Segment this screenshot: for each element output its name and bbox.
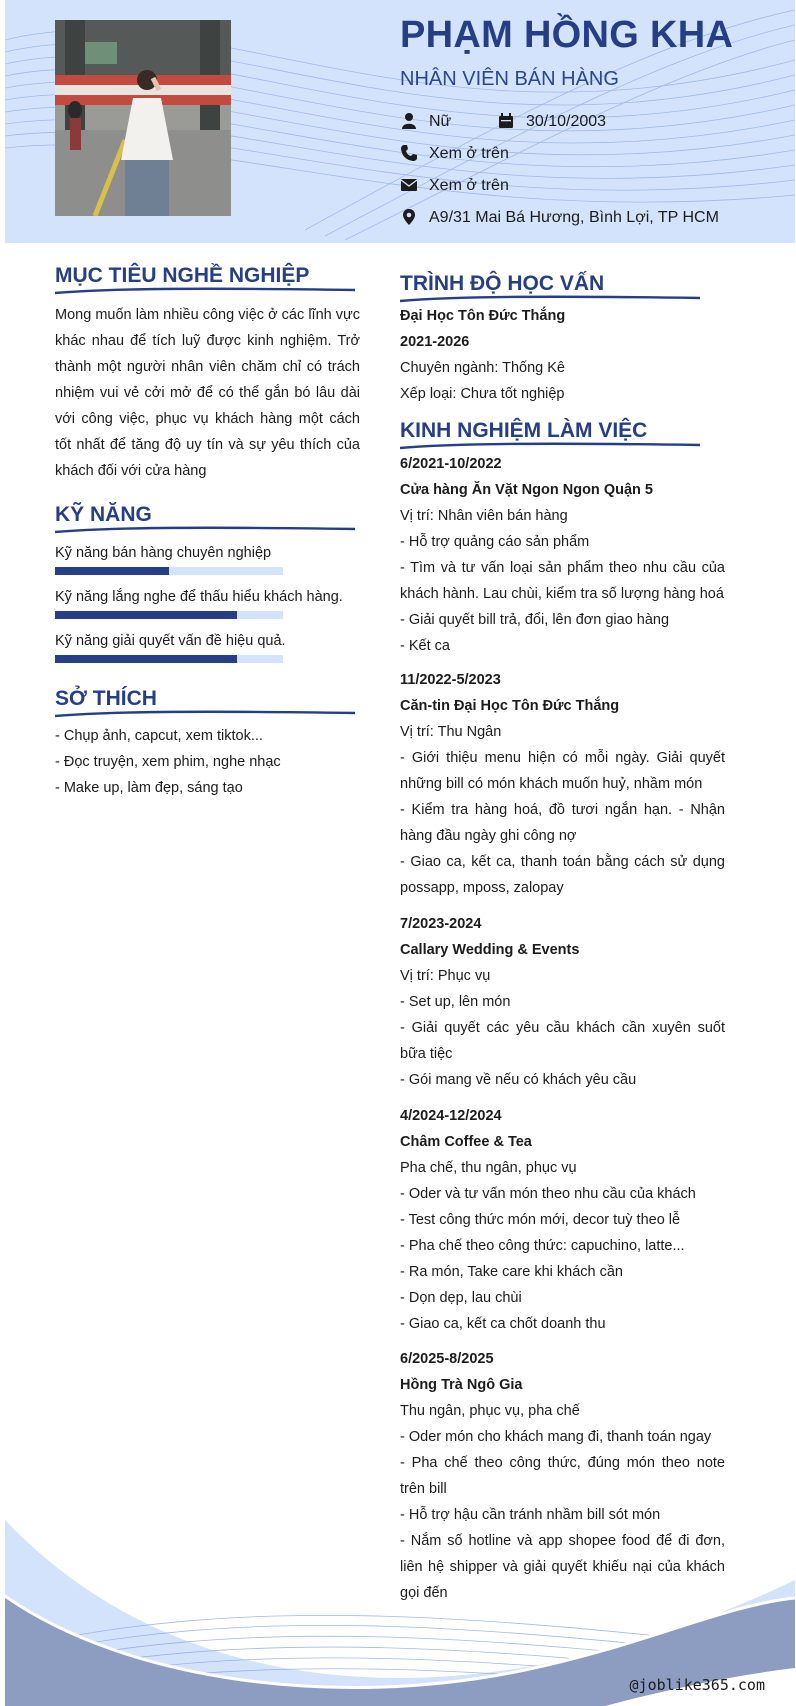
skill-label: Kỹ năng lắng nghe để thấu hiểu khách hàng.	[55, 589, 343, 605]
job-line: - Oder và tư vấn món theo nhu cầu của khách	[400, 1186, 696, 1202]
header-banner	[5, 0, 795, 243]
job-line: - Giao ca, kết ca chốt doanh thu	[400, 1316, 606, 1332]
job-company: Căn-tin Đại Học Tôn Đức Thắng	[400, 698, 620, 714]
skill-bar	[55, 567, 283, 575]
job-company: Châm Coffee & Tea	[400, 1134, 532, 1150]
job-line: - Kiểm tra hàng hoá, đồ tươi ngắn hạn. - Nhận hàng đầu ngày ghi công nợ	[400, 802, 725, 844]
candidate-name: PHẠM HỒNG KHA	[400, 14, 734, 56]
skill-bar	[55, 611, 283, 619]
school-name: Đại Học Tôn Đức Thắng	[400, 308, 566, 324]
job-title: NHÂN VIÊN BÁN HÀNG	[400, 68, 619, 90]
gender-value: Nữ	[429, 113, 452, 130]
skill-bar	[55, 655, 283, 663]
birthday-value: 30/10/2003	[526, 113, 607, 130]
objective-underline	[55, 287, 355, 295]
calendar-icon	[497, 112, 515, 130]
school-years: 2021-2026	[400, 334, 470, 350]
experience-job	[400, 451, 725, 659]
job-line: Vị trí: Phục vụ	[400, 968, 491, 984]
experience-job	[400, 667, 725, 901]
email-value: Xem ở trên	[429, 177, 509, 194]
job-line: Pha chế, thu ngân, phục vụ	[400, 1160, 577, 1176]
skill-label: Kỹ năng bán hàng chuyên nghiệp	[55, 545, 272, 561]
job-line: - Nắm số hotline và app shopee food để đi đơn, liên hệ shipper và giải quyết khiếu nại của khách gọi đến	[400, 1533, 725, 1601]
job-line: - Hỗ trợ quảng cáo sản phẩm	[400, 534, 590, 550]
school-grade: Xếp loại: Chưa tốt nghiệp	[400, 386, 565, 402]
objective-text: Mong muốn làm nhiều công việc ở các lĩnh vực khác nhau để tích luỹ được kinh nghiệm. Trở thành một người nhân viên chăm chỉ có trách nhiệm vui vẻ cởi mở để có thể gắn bó lâu dài với công việc, phục vụ khách hàng một cách tốt nhất để tăng độ uy tín và sự yêu thích của khách đối với cửa hàng	[55, 307, 360, 479]
job-company: Hồng Trà Ngô Gia	[400, 1377, 523, 1393]
job-line: - Giới thiệu menu hiện có mỗi ngày. Giải quyết những bill có món khách muốn huỷ, nhầm món	[400, 750, 725, 792]
hobby-item: - Make up, làm đẹp, sáng tạo	[55, 780, 243, 796]
education-underline	[400, 295, 700, 303]
envelope-icon	[400, 176, 418, 194]
address-value: A9/31 Mai Bá Hương, Bình Lợi, TP HCM	[429, 209, 719, 226]
job-period: 4/2024-12/2024	[400, 1108, 502, 1124]
job-line: - Kết ca	[400, 638, 450, 654]
job-line: Vị trí: Nhân viên bán hàng	[400, 508, 568, 524]
skills-underline	[55, 526, 355, 534]
job-line: Vị trí: Thu Ngân	[400, 724, 502, 740]
skill-label: Kỹ năng giải quyết vấn đề hiệu quả.	[55, 633, 286, 649]
phone-value: Xem ở trên	[429, 145, 509, 162]
job-line: Thu ngân, phục vụ, pha chế	[400, 1403, 580, 1419]
hobby-item: - Chụp ảnh, capcut, xem tiktok...	[55, 728, 263, 744]
hobbies-heading: SỞ THÍCH	[55, 687, 157, 710]
experience-underline	[400, 442, 700, 450]
education-block	[400, 303, 725, 407]
watermark-text: @joblike365.com	[629, 1676, 765, 1694]
job-line: - Gói mang về nếu có khách yêu cầu	[400, 1072, 637, 1088]
skill-bar-fill	[55, 567, 169, 575]
skill-bar-fill	[55, 655, 237, 663]
job-company: Callary Wedding & Events	[400, 942, 580, 958]
school-major: Chuyên ngành: Thống Kê	[400, 360, 566, 376]
job-line: - Giải quyết các yêu cầu khách cần xuyên suốt bữa tiệc	[400, 1020, 725, 1062]
profile-photo	[55, 20, 231, 216]
job-line: - Pha chế theo công thức: capuchino, latte...	[400, 1238, 685, 1254]
job-period: 11/2022-5/2023	[400, 672, 501, 688]
phone-icon	[400, 144, 418, 162]
job-line: - Giải quyết bill trả, đổi, lên đơn giao hàng	[400, 612, 670, 628]
user-icon	[400, 112, 418, 130]
job-line: - Ra món, Take care khi khách cần	[400, 1264, 623, 1280]
job-line: - Set up, lên món	[400, 994, 511, 1010]
experience-job	[400, 911, 725, 1093]
job-company: Cửa hàng Ăn Vặt Ngon Ngon Quận 5	[400, 482, 653, 498]
objective-heading: MỤC TIÊU NGHỀ NGHIỆP	[55, 264, 310, 287]
job-line: - Dọn dẹp, lau chùi	[400, 1290, 522, 1306]
cv-page	[5, 0, 795, 1706]
job-line: - Pha chế theo công thức, đúng món theo note trên bill	[400, 1455, 725, 1497]
job-line: - Giao ca, kết ca, thanh toán bằng cách sử dụng possapp, mposs, zalopay	[400, 854, 725, 896]
hobbies-underline	[55, 710, 355, 718]
job-period: 7/2023-2024	[400, 916, 482, 932]
skill-bar-fill	[55, 611, 237, 619]
job-line: - Tìm và tư vấn loại sản phẩm theo nhu cầu của khách hành. Lau chùi, kiểm tra số lượng hàng hoá	[400, 560, 725, 602]
education-heading: TRÌNH ĐỘ HỌC VẤN	[400, 272, 605, 295]
job-line: - Test công thức món mới, decor tuỳ theo lễ	[400, 1212, 681, 1228]
job-line: - Oder món cho khách mang đi, thanh toán ngay	[400, 1429, 712, 1445]
job-period: 6/2025-8/2025	[400, 1351, 494, 1367]
job-period: 6/2021-10/2022	[400, 456, 502, 472]
experience-job	[400, 1103, 725, 1337]
experience-heading: KINH NGHIỆM LÀM VIỆC	[400, 419, 648, 442]
job-line: - Hỗ trợ hậu cần tránh nhầm bill sót món	[400, 1507, 661, 1523]
skills-heading: KỸ NĂNG	[55, 503, 152, 526]
hobby-item: - Đọc truyện, xem phim, nghe nhạc	[55, 754, 281, 770]
location-pin-icon	[400, 208, 418, 226]
